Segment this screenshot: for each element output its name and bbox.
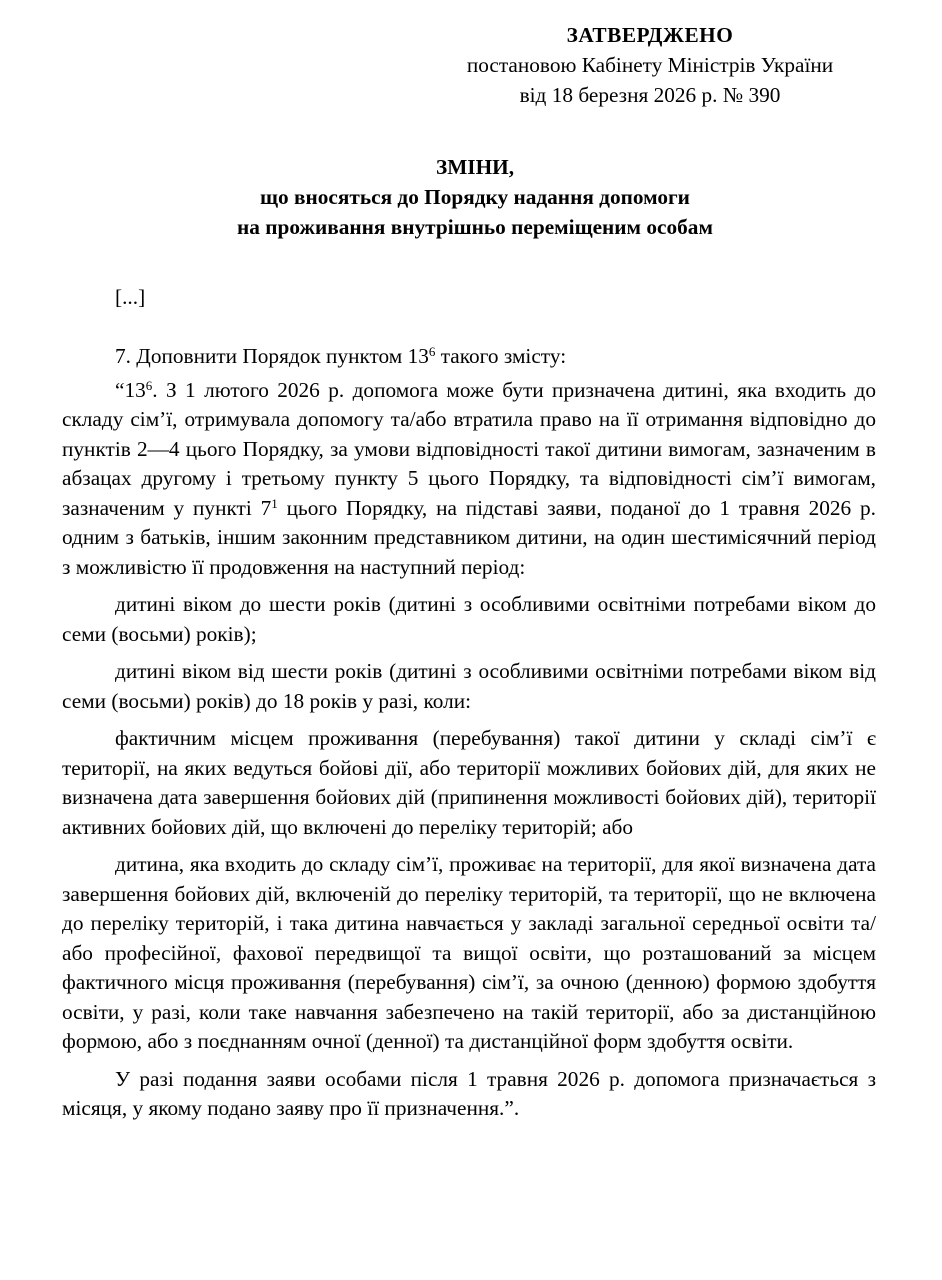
para-1-text-pre: “13 [115,377,146,402]
document-title: ЗМІНИ, [435,155,515,179]
paragraph-education-condition: дитина, яка входить до складу сім’ї, проживає на території, для якої визначена дата завершення бойових дій, включеній до переліку територій, та території, що не включена до переліку територій, і така дитина навчається у закладі загальної середньої освіти та/або професійної, фахової передвищої та вищої освіти, що розташований за місцем фактичного місця проживання (перебування) сім’ї, за очною (денною) формою здобуття освіти, у разі, коли таке навчання забезпечено на такій території, або за дистанційною формою, або з поєднанням очної (денної) та дистанційної форм здобуття освіти. [62,852,876,1053]
para-1-superscript-2: 1 [271,495,278,511]
document-heading [60,152,890,242]
item-7-text-post: такого змісту: [435,344,567,368]
para-1-text-mid: . З 1 лютого 2026 р. допомога може бути призначена дитині, яка входить до складу сім’ї, отримувала допомогу та/або втратила право на її отримання відповідно до пунктів 2—4 цього Порядку, за умови відповідності такої дитини вимогам, зазначеним в абзацах другому і третьому пункту 5 цього Порядку, та відповідності сім’ї вимогам, зазначеним у пункті 7 [62,377,876,520]
item-7-text-pre: 7. Доповнити Порядок пунктом 13 [115,344,429,368]
paragraph-six-to-eighteen: дитині віком від шести років (дитині з особливими освітніми потребами віком від семи (восьми) років) до 18 років у разі, коли: [62,659,876,713]
para-1-text-post: цього Порядку, на підставі заяви, поданої до 1 травня 2026 р. одним з батьків, іншим законним представником дитини, на один шестимісячний період з можливістю її продовження на наступний період: [62,495,876,579]
para-1-superscript-1: 6 [145,377,153,393]
approval-title: ЗАТВЕРДЖЕНО [566,23,734,47]
paragraph-combat-territories: фактичним місцем проживання (перебування) такої дитини у складі сім’ї є території, на яких ведуться бойові дії, або території можливих бойових дій, для яких не визначена дата завершення бойових дій (припинення можливості бойових дій), території активних бойових дій, що включені до переліку територій; або [62,726,876,839]
item-7-superscript: 6 [428,344,436,359]
paragraph-13-6 [62,376,876,583]
paragraph-late-application: У разі подання заяви особами після 1 травня 2026 р. допомога призначається з місяця, у якому подано заяву про її призначення.”. [62,1066,876,1120]
item-7-intro [62,342,876,372]
approval-line-1: постановою Кабінету Міністрів України [466,53,834,77]
approval-line-2: від 18 березня 2026 р. № 390 [519,83,781,107]
heading-line-1: що вносяться до Порядку надання допомоги [260,185,690,209]
heading-line-2: на проживання внутрішньо переміщеним особам [237,215,713,239]
document-body [62,342,876,1124]
paragraph-under-six: дитині віком до шести років (дитині з особливими освітніми потребами віком до семи (восьми) років); [62,592,876,646]
approval-block [400,20,900,110]
omitted-text-marker: [...] [115,285,146,309]
